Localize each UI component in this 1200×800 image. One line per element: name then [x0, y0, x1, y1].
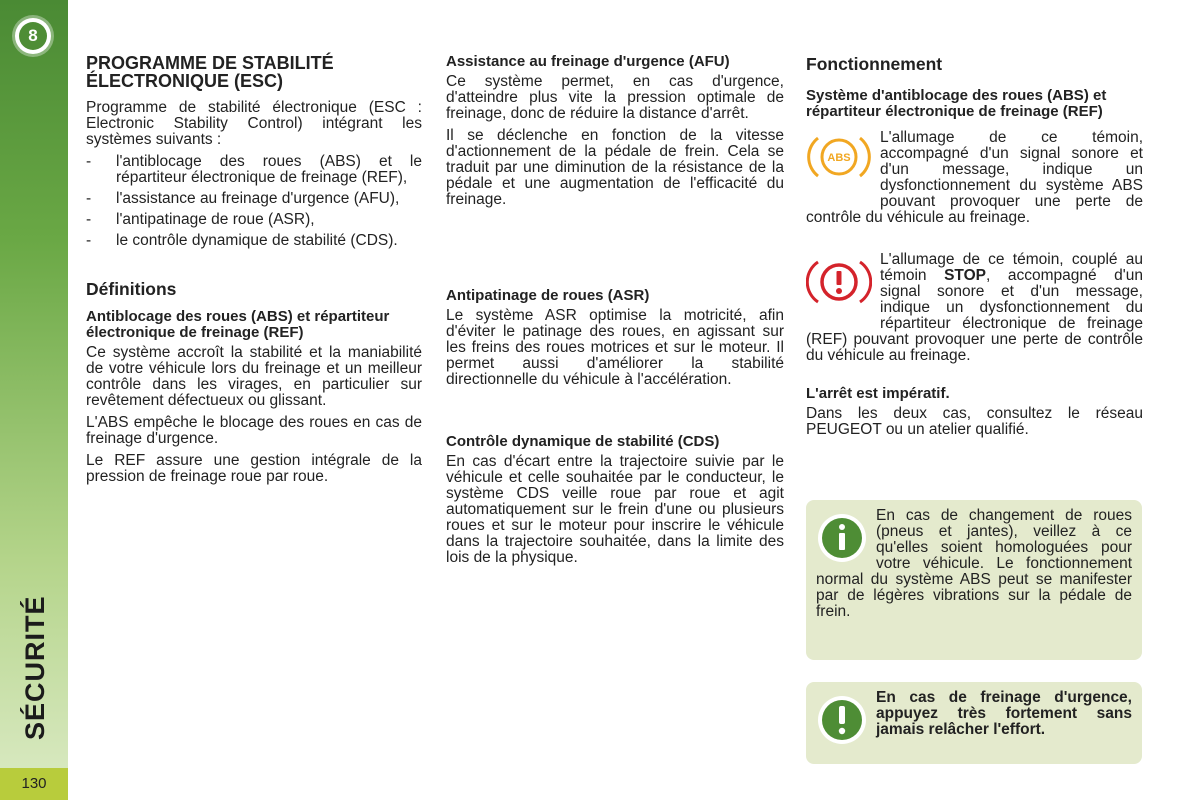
cds-heading: Contrôle dynamique de stabilité (CDS) [446, 433, 720, 450]
list-item: - l'assistance au freinage d'urgence (AFU), [86, 190, 400, 207]
warning-note-text: En cas de freinage d'urgence, appuyez très fortement sans jamais relâcher l'effort. [876, 689, 1132, 738]
ref-warning-text: L'allumage de ce témoin, couplé au témoin STOP, accompagné d'un signal sonore et d'un message, indique un dysfonctionnement du répartiteur électronique de freinage (REF) pouvant provoquer une perte de contrôle du véhicule au freinage. [806, 251, 1143, 364]
stop-text: Dans les deux cas, consultez le réseau PEUGEOT ou un atelier qualifié. [806, 405, 1143, 438]
brake-warning-light-icon [806, 252, 872, 318]
section-title: SÉCURITÉ [20, 595, 50, 740]
chapter-number: 8 [19, 22, 47, 50]
abs-definition-p2: L'ABS empêche le blocage des roues en cas de freinage d'urgence. [86, 414, 422, 447]
afu-heading: Assistance au freinage d'urgence (AFU) [446, 53, 730, 70]
abs-system-heading: Système d'antiblocage des roues (ABS) et répartiteur électronique de freinage (REF) [806, 87, 1107, 120]
asr-p1: Le système ASR optimise la motricité, afin d'éviter le patinage des roues, en agissant sur les freins des roues motrices et sur le moteur. Il permet aussi d'améliorer la stabilité directionnelle du véhicule à l'accélération. [446, 307, 784, 388]
column-operation [806, 54, 1143, 444]
info-icon [816, 512, 868, 564]
list-item: - le contrôle dynamique de stabilité (CDS). [86, 232, 398, 249]
chapter-sidebar [0, 0, 68, 800]
column-definitions [446, 54, 784, 572]
page-number: 130 [0, 768, 68, 800]
exclamation-icon [816, 694, 868, 746]
asr-heading: Antipatinage de roues (ASR) [446, 287, 650, 304]
esc-title: PROGRAMME DE STABILITÉ ÉLECTRONIQUE (ESC) [86, 53, 334, 91]
list-item: - l'antiblocage des roues (ABS) et le répartiteur électronique de freinage (REF), [86, 153, 422, 186]
abs-definition-p3: Le REF assure une gestion intégrale de la pression de freinage roue par roue. [86, 452, 422, 485]
warning-note-box [806, 682, 1142, 764]
abs-icon-label: ABS [827, 152, 851, 164]
chapter-badge [15, 18, 51, 54]
list-item: - l'antipatinage de roue (ASR), [86, 211, 315, 228]
ref-warning-block [806, 252, 1143, 370]
abs-warning-text: L'allumage de ce témoin, accompagné d'un signal sonore et d'un message, indique un dysfonctionnement du système ABS pouvant provoquer une perte de contrôle du véhicule au freinage. [806, 129, 1143, 226]
abs-definition-heading: Antiblocage des roues (ABS) et répartiteur électronique de freinage (REF) [86, 308, 390, 341]
operation-heading: Fonctionnement [806, 54, 943, 74]
abs-warning-block [806, 130, 1143, 232]
info-note-text: En cas de changement de roues (pneus et jantes), veillez à ce qu'elles soient homologuées pour votre véhicule. Le fonctionnement normal du système ABS peut se manifester par de légères vibrations sur la pédale de frein. [816, 507, 1132, 620]
column-esc [86, 54, 422, 491]
afu-p1: Ce système permet, en cas d'urgence, d'atteindre plus vite la pression optimale de freinage, donc de réduire la distance d'arrêt. [446, 73, 784, 122]
abs-warning-light-icon [806, 130, 872, 196]
stop-heading: L'arrêt est impératif. [806, 385, 950, 402]
info-note-box [806, 500, 1142, 660]
stop-label: STOP [944, 267, 986, 284]
abs-definition-p1: Ce système accroît la stabilité et la maniabilité de votre véhicule lors du freinage et un meilleur contrôle dans les virages, en particulier sur revêtement défectueux ou glissant. [86, 344, 422, 409]
esc-system-list [86, 154, 422, 249]
cds-p1: En cas d'écart entre la trajectoire suivie par le véhicule et celle souhaitée par le conducteur, le système CDS veille roue par roue et agit automatiquement sur le frein d'une ou plusieurs roues et sur le moteur pour inscrire le véhicule dans la trajectoire souhaitée, dans la limite des lois de la physique. [446, 453, 784, 566]
afu-p2: Il se déclenche en fonction de la vitesse d'actionnement de la pédale de frein. Cela se traduit par une diminution de la résistance de la pédale et une augmentation de l'efficacité du freinage. [446, 127, 784, 208]
definitions-heading: Définitions [86, 279, 177, 299]
esc-intro: Programme de stabilité électronique (ESC : Electronic Stability Control) intégrant les systèmes suivants : [86, 99, 422, 148]
